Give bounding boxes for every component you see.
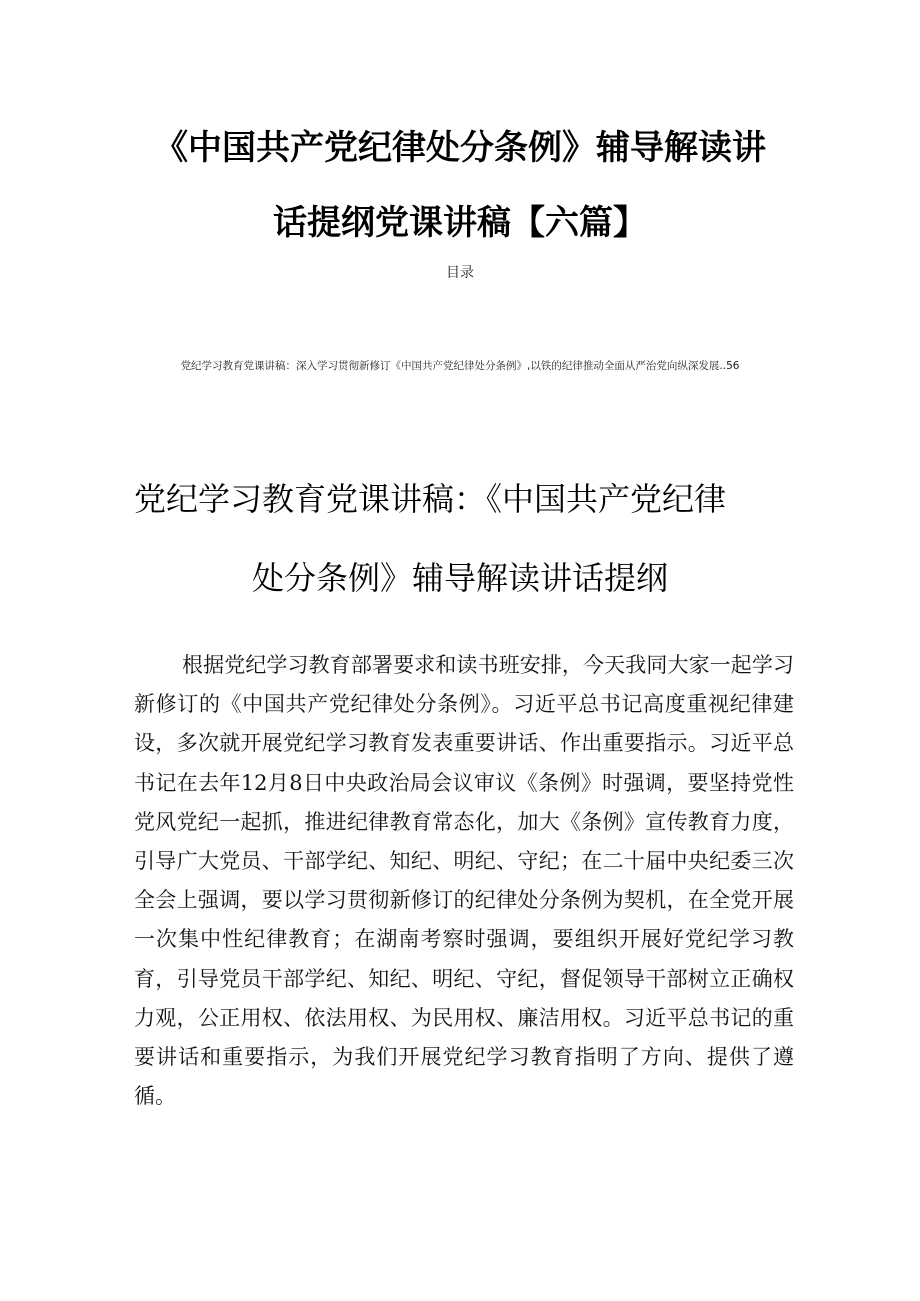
body-paragraph: 根据党纪学习教育部署要求和读书班安排，今天我同大家一起学习新修订的《中国共产党纪律处分条例》。习近平总书记高度重视纪律建设，多次就开展党纪学习教育发表重要讲话、作出重要指示。习近平总书记在去年12月8日中央政治局会议审议《条例》时强调，要坚持党性党风党纪一起抓，推进纪律教育常态化，加大《条例》宣传教育力度，引导广大党员、干部学纪、知纪、明纪、守纪；在二十届中央纪委三次全会上强调，要以学习贯彻新修订的纪律处分条例为契机，在全党开展一次集中性纪律教育；在湖南考察时强调，要组织开展好党纪学习教育，引导党员干部学纪、知纪、明纪、守纪，督促领导干部树立正确权力观，公正用权、依法用权、为民用权、廉洁用权。习近平总书记的重要讲话和重要指示，为我们开展党纪学习教育指明了方向、提供了遵循。 bbox=[134, 653, 794, 1109]
document-title-line-2: 话提纲党课讲稿【六篇】 bbox=[273, 203, 647, 243]
toc-entry: 党纪学习教育党课讲稿：深入学习贯彻新修订《中国共产党纪律处分条例》,以铁的纪律推动全面从严治党向纵深发展..56 bbox=[180, 360, 740, 372]
section-title-line-1: 党纪学习教育党课讲稿：《中国共产党纪律 bbox=[134, 480, 727, 518]
document-title-line-1: 《中国共产党纪律处分条例》辅导解读讲 bbox=[154, 128, 766, 168]
section-title-line-2: 处分条例》辅导解读讲话提纲 bbox=[251, 559, 668, 597]
toc-heading: 目录 bbox=[446, 265, 474, 281]
